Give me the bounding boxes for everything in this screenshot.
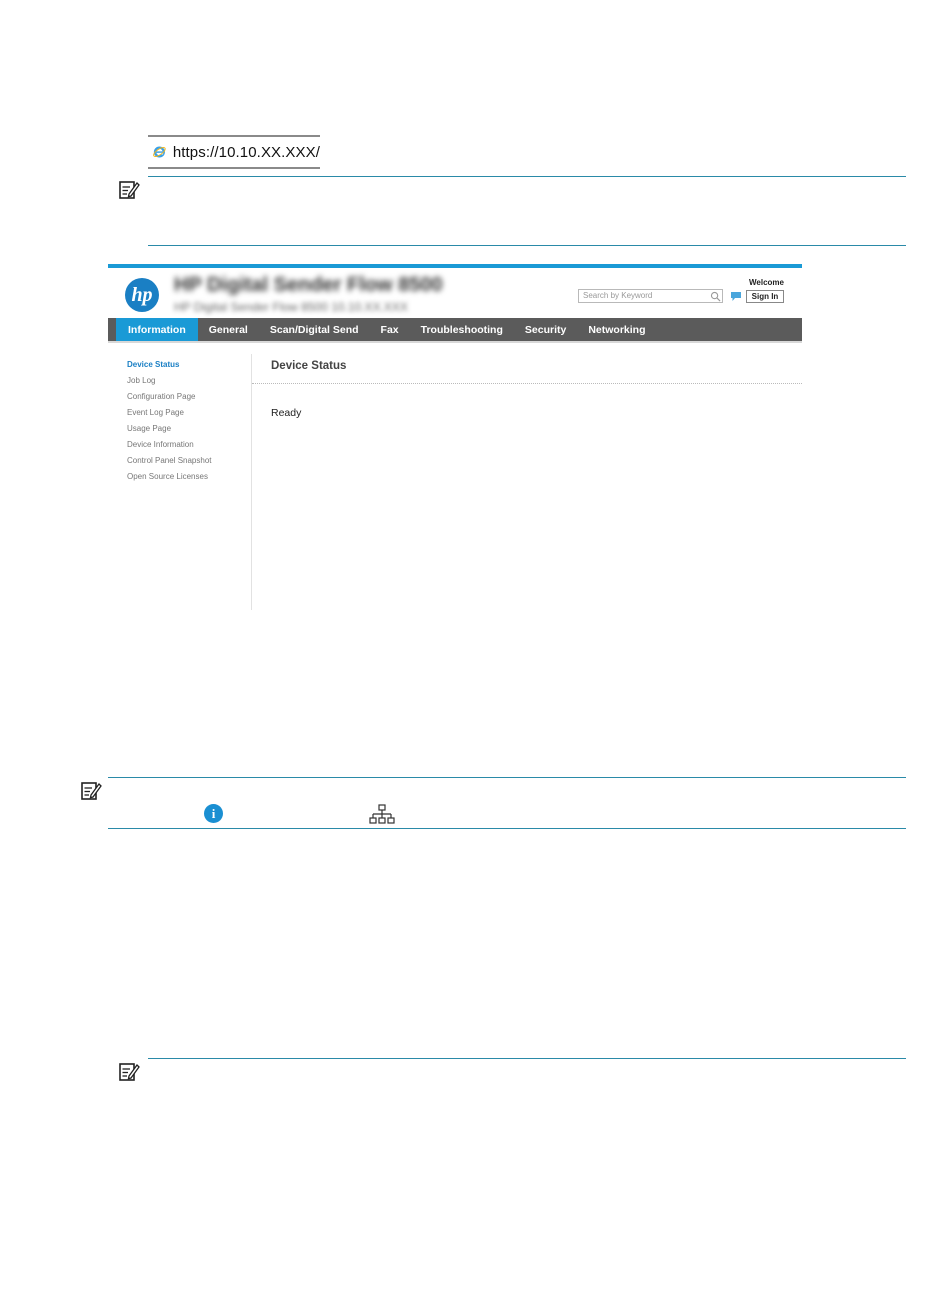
tab-security[interactable]: Security	[524, 323, 567, 336]
ews-accent-bar	[108, 264, 802, 268]
chat-icon[interactable]	[730, 291, 742, 302]
sidebar-item-open-source-licenses[interactable]: Open Source Licenses	[127, 472, 208, 481]
search-input[interactable]: Search by Keyword	[578, 289, 723, 303]
sidebar	[108, 354, 252, 610]
main-nav	[108, 318, 802, 343]
sign-in-button[interactable]: Sign In	[746, 290, 784, 303]
note-top-rule	[108, 777, 906, 778]
tab-general[interactable]: General	[208, 323, 248, 336]
info-icon: i	[204, 804, 223, 823]
hp-logo: hp	[125, 278, 159, 312]
sidebar-item-job-log[interactable]: Job Log	[127, 376, 156, 385]
device-subtitle: HP Digital Sender Flow 8500 10.10.XX.XXX	[174, 300, 408, 314]
device-status-value: Ready	[271, 407, 302, 419]
sidebar-item-device-status[interactable]: Device Status	[127, 360, 180, 369]
note-icon	[118, 1061, 140, 1083]
tab-information[interactable]: Information	[116, 318, 198, 341]
network-icon	[369, 804, 395, 825]
internet-explorer-icon	[152, 141, 167, 163]
sidebar-item-control-panel-snapshot[interactable]: Control Panel Snapshot	[127, 456, 212, 465]
address-url[interactable]: https://10.10.XX.XXX/	[172, 143, 320, 161]
sidebar-item-configuration-page[interactable]: Configuration Page	[127, 392, 196, 401]
content-title: Device Status	[271, 360, 347, 372]
ews-screenshot	[108, 264, 802, 610]
tab-troubleshooting[interactable]: Troubleshooting	[420, 323, 503, 336]
sidebar-item-device-information[interactable]: Device Information	[127, 440, 194, 449]
note-bottom-rule	[148, 245, 906, 246]
sidebar-item-event-log-page[interactable]: Event Log Page	[127, 408, 184, 417]
tab-scan-digital-send[interactable]: Scan/Digital Send	[269, 323, 359, 336]
note-top-rule	[148, 1058, 906, 1059]
note-top-rule	[148, 176, 906, 177]
device-name: HP Digital Sender Flow 8500	[174, 274, 443, 296]
note-bottom-rule	[108, 828, 906, 829]
note-icon	[118, 179, 140, 201]
tab-networking[interactable]: Networking	[588, 323, 646, 336]
search-icon[interactable]	[710, 291, 721, 302]
browser-address-bar[interactable]	[148, 135, 320, 169]
content-divider	[252, 383, 802, 384]
note-icon	[80, 780, 102, 802]
tab-fax[interactable]: Fax	[380, 323, 399, 336]
welcome-label: Welcome	[749, 278, 784, 287]
sidebar-item-usage-page[interactable]: Usage Page	[127, 424, 172, 433]
